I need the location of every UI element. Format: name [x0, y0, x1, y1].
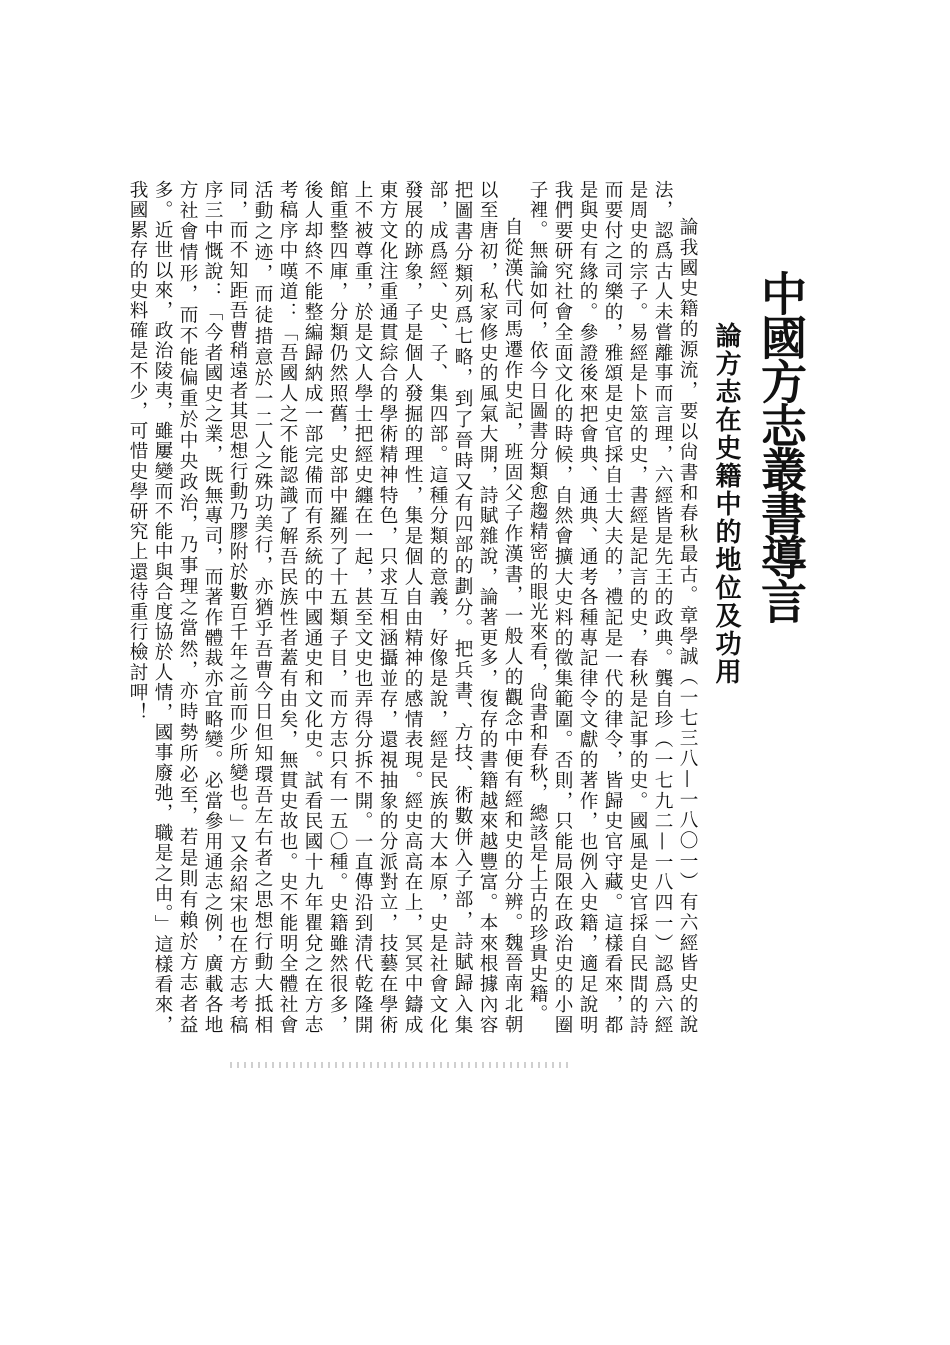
scan-artifact-line	[230, 1062, 570, 1068]
body-text	[120, 180, 700, 1035]
document-title: 中國方志叢書導言	[754, 270, 808, 622]
document-subtitle: 論方志在史籍中的地位及功用	[711, 322, 741, 686]
paragraph-2: 自從漢代司馬遷作史記，班固父子作漢書，一般人的觀念中便有經和史的分辨。魏晉南北朝以至唐初，私家修史的風氣大開，詩賦雜說，論著更多，復存的書籍越來越豐富。本來根據內容把圖書分類列爲七略，到了晉時又有四部的劃分。把兵書、方技、術數併入子部，詩賦歸入集部，成爲經、史、子、集四部。這種分類的意義，好像是說，經是民族的大本原，史是社會文化發展的跡象，子是個人發掘的理性，集是個人自由精神的感情表現。經史高高在上，冥冥中鑄成東方文化注重通貫綜合的學術精神特色，只求互相涵攝並存，還視抽象的分派對立，技藝在學術上不被尊重，於是文人學士把經史纏在一起，甚至文史也弄得分拆不開。一直傳沿到清代乾隆開館重整四庫，分類仍然照舊，史部中羅列了十五類子目，而方志只有一五〇種。史籍雖然很多，後人却終不能整編歸納成一部完備而有系統的中國通史和文化史。試看民國十九年瞿兌之在方志考稿序中嘆道：「吾國人之不能認識了解吾民族性者蓋有由矣，無貫史故也。史不能明全體社會活動之迹，而徒措意於一二人之殊功美行，亦猶乎吾曹今日但知環吾左右者之思想行動大抵相同，而不知距吾曹稍遠者其思想行動乃膠附於數百千年之前而少所變也。」又余紹宋也在方志考稿序三中慨說：「今者國史之業，既無專司，而著作體裁亦宜略變。必當參用通志之例，廣載各地方社會情形，而不能偏重於中央政治，乃事理之當然，亦時勢所必至，若是則有賴於方志者益多。近世以來，政治陵夷，雖屢變而不能中與合度協於人情，國事廢弛，職是之由。」這樣看來，我國累存的史料確是不少，可惜史學研究上還待重行檢討呷！	[127, 180, 523, 1035]
paragraph-1: 論我國史籍的源流，要以尙書和春秋最古。章學誠（一七三八—一八〇一）有六經皆史的說法，認爲古人未嘗離事而言理，六經皆是先王的政典。龔自珍（一七九二—一八四一）認爲六經是周史的宗子。易經是卜筮的史，書經是記言的史，春秋是記事的史。國風是史官採自民間的詩而要付之司樂的，雅頌是史官採自士大夫的，禮記是一代的律令，皆歸史官守藏。這樣看來，都是與史有緣的。參證後來把會典、通典、通考各種專記律令文獻的著作，也例入史籍，適足說明我們要研究社會全面文化的時候，自然會擴大史料的徵集範圍。否則，只能局限在政治史的小圈子裡。無論如何，依今日圖書分類愈趨精密的眼光來看，尙書和春秋，總該是上古的珍貴史籍。	[527, 180, 698, 1035]
